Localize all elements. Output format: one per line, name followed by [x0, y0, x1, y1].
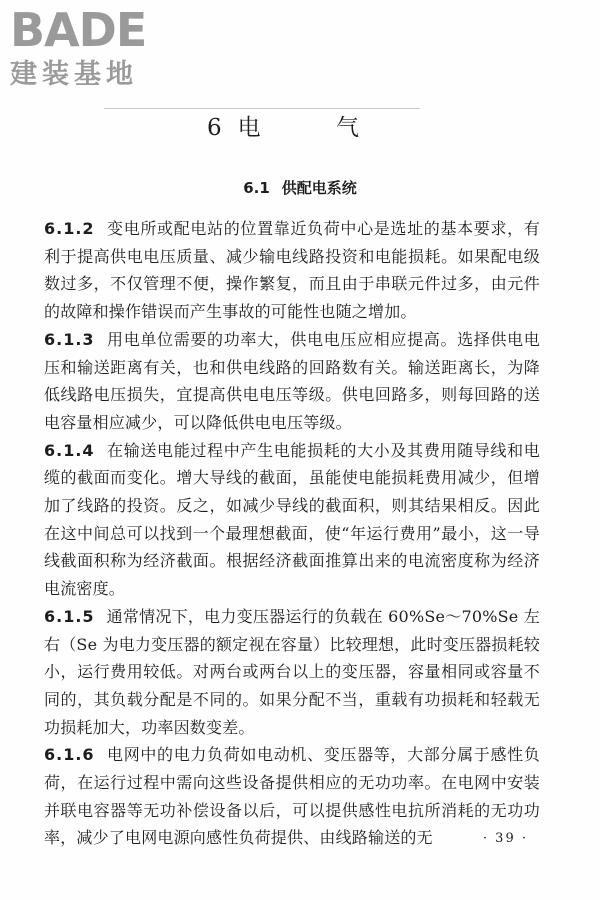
bade-logo: [10, 4, 185, 96]
clause-text: 在输送电能过程中产生电能损耗的大小及其费用随导线和电缆的截面而变化。增大导线的截面，虽能使电能损耗费用减少，但增加了线路的投资。反之，如减少导线的截面积，则其结果相反。因此在这中间总可以找到一个最理想截面，使“年运行费用”最小，这一导线截面积称为经济截面。根据经济截面推算出来的电流密度称为经济电流密度。: [44, 440, 540, 599]
clause-text: 用电单位需要的功率大，供电电压应相应提高。选择供电电压和输送距离有关，也和供电线路的回路数有关。输送距离长，为降低线路电压损失，宜提高供电电压等级。供电回路多，则每回路的送电容量相应减少，可以降低供电电压等级。: [44, 329, 540, 432]
clause-6-1-2: [44, 215, 540, 326]
chapter-name: 电 气: [237, 115, 393, 141]
clause-6-1-5: [44, 603, 540, 742]
logo-wordmark: BADE: [10, 3, 147, 57]
clause-number: 6.1.5: [44, 606, 95, 626]
body-text: [44, 215, 540, 852]
chapter-number: 6: [207, 115, 222, 141]
chapter-title: [0, 114, 600, 142]
logo-subtitle: 建装基地: [10, 59, 138, 90]
clause-6-1-6: [44, 741, 540, 852]
clause-number: 6.1.2: [44, 219, 95, 238]
clause-number: 6.1.6: [44, 745, 95, 765]
section-name: 供配电系统: [281, 179, 357, 197]
clause-text: 电网中的电力负荷如电动机、变压器等，大部分属于感性负荷，在运行过程中需向这些设备提供相应的无功功率。在电网中安装并联电容器等无功补偿设备以后，可以提供感性电抗所消耗的无功功率，减少了电网电源向感性负荷提供、由线路输送的无: [44, 745, 540, 848]
clause-text: 通常情况下，电力变压器运行的负载在 60%Se～70%Se 左右（Se 为电力变压器的额定视在容量）比较理想，此时变压器损耗较小，运行费用较低。对两台或两台以上的变压器，容量相同或容量不同的，其负载分配是不同的。如果分配不当，重载有功损耗和轻载无功损耗加大，功率因数变差。: [44, 606, 540, 737]
clause-6-1-4: [44, 437, 540, 603]
clause-number: 6.1.3: [44, 329, 95, 349]
section-number: 6.1: [243, 179, 270, 197]
section-title: [0, 178, 600, 198]
clause-6-1-3: [44, 326, 540, 437]
clause-text: 变电所或配电站的位置靠近负荷中心是选址的基本要求，有利于提高供电电压质量、减少输电线路投资和电能损耗。如果配电级数过多，不仅管理不便，操作繁复，而且由于串联元件过多，由元件的故障和操作错误而产生事故的可能性也随之增加。: [44, 219, 540, 322]
clause-number: 6.1.4: [44, 440, 95, 460]
header-rule: [104, 108, 420, 109]
page-number: · 39 ·: [482, 831, 528, 846]
